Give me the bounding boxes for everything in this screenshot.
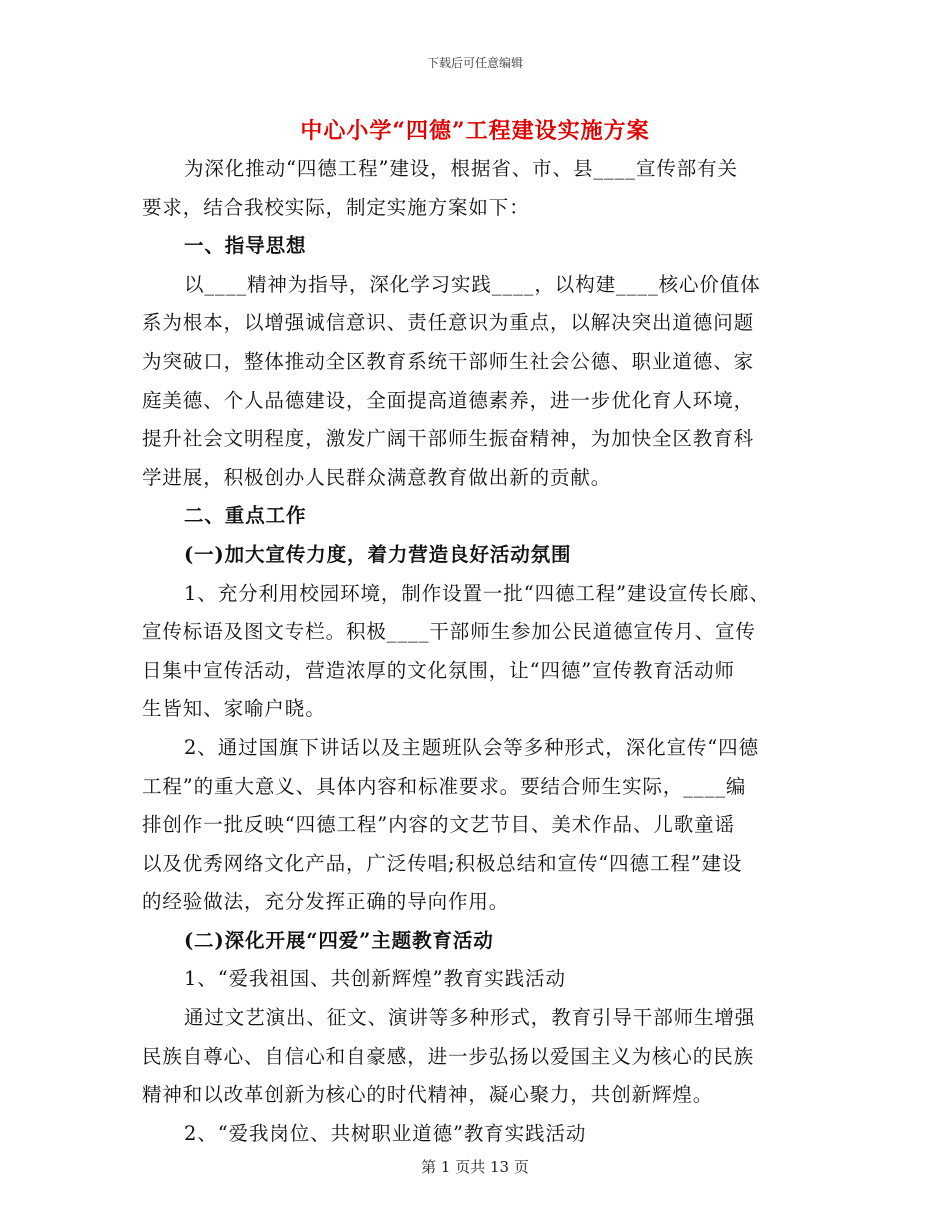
paragraph-line: 为突破口，整体推动全区教育系统干部师生社会公德、职业道德、家 [142,349,755,373]
subsection-heading: (二)深化开展“四爱”主题教育活动 [184,928,494,952]
paragraph-line: 1、充分利用校园环境，制作设置一批“四德工程”建设宣传长廊、 [184,581,770,605]
paragraph-line: 的经验做法，充分发挥正确的导向作用。 [142,890,510,914]
paragraph-line: 提升社会文明程度，激发广阔干部师生振奋精神，为加快全区教育科 [142,427,755,451]
paragraph-line: 排创作一批反映“四德工程”内容的文艺节目、美术作品、儿歌童谣 [142,813,735,837]
paragraph-line: 为深化推动“四德工程”建设，根据省、市、县____宣传部有关 [184,157,738,180]
subsection-heading: (一)加大宣传力度，着力营造良好活动氛围 [184,542,572,566]
document-body [142,150,812,1153]
paragraph-line: 宣传标语及图文专栏。积极____干部师生参加公民道德宣传月、宣传 [142,620,756,644]
paragraph-line: 精神和以改革创新为核心的时代精神，凝心聚力，共创新辉煌。 [142,1083,714,1107]
header-note: 下载后可任意编辑 [426,56,523,70]
item-heading: 2、“爱我岗位、共树职业道德”教育实践活动 [184,1121,587,1145]
paragraph-line: 系为根本，以增强诚信意识、责任意识为重点，以解决突出道德问题 [142,311,755,335]
paragraph-line: 民族自尊心、自信心和自豪感，进一步弘扬以爱国主义为核心的民族 [142,1044,755,1068]
paragraph-line: 日集中宣传活动，营造浓厚的文化氛围，让“四德”宣传教育活动师 [142,658,735,682]
paragraph-line: 工程”的重大意义、具体内容和标准要求。要结合师生实际，____编 [142,774,747,798]
document-title: 中心小学“四德”工程建设实施方案 [300,118,650,144]
paragraph-line: 通过文艺演出、征文、演讲等多种形式，教育引导干部师生增强 [184,1006,756,1030]
paragraph-line: 2、通过国旗下讲话以及主题班队会等多种形式，深化宣传“四德 [184,735,759,759]
section-heading: 二、重点工作 [184,504,307,528]
paragraph-line: 要求，结合我校实际，制定实施方案如下： [142,195,530,219]
page-footer: 第 1 页共 13 页 [421,1158,529,1176]
section-heading: 一、指导思想 [184,234,307,258]
paragraph-line: 以及优秀网络文化产品，广泛传唱;积极总结和宣传“四德工程”建设 [142,851,743,875]
paragraph-line: 以____精神为指导，深化学习实践____，以构建____核心价值体 [184,272,761,296]
paragraph-line: 庭美德、个人品德建设，全面提高道德素养，进一步优化育人环境， [142,388,755,412]
item-heading: 1、“爱我祖国、共创新辉煌”教育实践活动 [184,967,566,991]
paragraph-line: 生皆知、家喻户晓。 [142,697,326,721]
paragraph-line: 学进展，积极创办人民群众满意教育做出新的贡献。 [142,465,612,489]
